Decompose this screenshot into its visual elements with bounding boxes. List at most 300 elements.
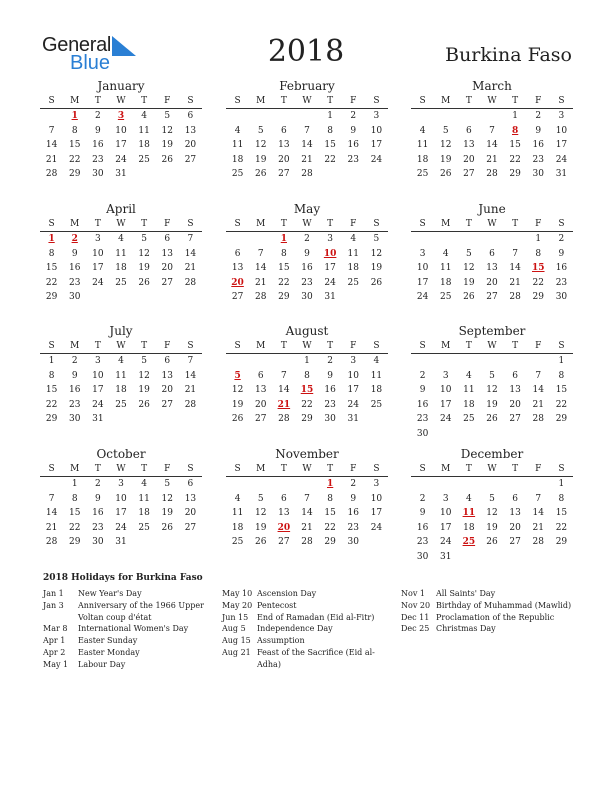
weekday-header xyxy=(226,339,388,354)
day: 11 xyxy=(370,370,383,381)
weekday-label: S xyxy=(234,219,241,229)
day: 31 xyxy=(115,169,127,179)
day: 5 xyxy=(164,111,171,121)
day: 25 xyxy=(138,522,150,533)
weekday-label: S xyxy=(48,341,55,351)
empty-day xyxy=(272,109,295,124)
holiday-name: Christmas Day xyxy=(436,624,496,634)
day: 7 xyxy=(187,356,194,366)
day: 6 xyxy=(257,370,264,381)
day: 31 xyxy=(324,292,336,302)
day: 6 xyxy=(164,356,171,366)
empty-day xyxy=(295,477,318,492)
day: 12 xyxy=(254,508,267,518)
day: 3 xyxy=(442,493,449,504)
holiday-entry xyxy=(43,647,208,659)
day: 31 xyxy=(347,414,359,424)
holidays-title: 2018 Holidays for Burkina Faso xyxy=(43,573,203,583)
day: 20 xyxy=(184,140,197,150)
day: 23 xyxy=(92,154,104,165)
holiday-day: 10 xyxy=(323,248,337,259)
month-february xyxy=(226,79,388,182)
holiday-day: 1 xyxy=(71,111,78,121)
weekday-label: F xyxy=(350,96,357,106)
day: 19 xyxy=(486,399,498,410)
holiday-name: Birthday of Muhammad (Mawlid) xyxy=(436,600,572,610)
day: 24 xyxy=(115,522,127,533)
day: 4 xyxy=(373,356,380,366)
empty-day xyxy=(226,477,249,492)
day: 28 xyxy=(532,537,544,547)
day: 13 xyxy=(278,140,290,150)
day: 1 xyxy=(558,356,565,366)
empty-day xyxy=(226,354,249,369)
holiday-name: Feast of the Sacrifice (Eid al-Adha) xyxy=(257,647,375,669)
weekday-label: S xyxy=(558,96,565,106)
weekday-header xyxy=(40,94,202,109)
day: 18 xyxy=(463,399,475,410)
day: 28 xyxy=(509,292,521,302)
holiday-day: 15 xyxy=(532,263,545,273)
day: 3 xyxy=(373,111,380,121)
weekday-header xyxy=(226,462,388,477)
day: 15 xyxy=(324,508,336,518)
weekday-label: T xyxy=(327,341,334,351)
weekday-label: F xyxy=(164,464,171,474)
day: 4 xyxy=(419,125,426,136)
day-grid xyxy=(40,109,202,182)
generalblue-logo xyxy=(42,34,152,74)
day: 23 xyxy=(301,277,313,288)
holiday-entry xyxy=(222,612,387,624)
weekday-label: W xyxy=(487,464,497,474)
day: 5 xyxy=(257,125,264,136)
holiday-date: Nov 20 xyxy=(401,600,431,610)
weekday-label: M xyxy=(70,96,80,106)
day: 27 xyxy=(463,169,475,179)
day: 29 xyxy=(555,537,568,547)
weekday-label: W xyxy=(302,96,312,106)
day: 1 xyxy=(558,479,565,489)
day: 17 xyxy=(555,140,568,150)
day: 10 xyxy=(115,493,127,504)
day: 11 xyxy=(115,248,127,259)
holiday-name: Anniversary of the 1966 Upper Voltan coup d'état xyxy=(78,600,204,622)
day: 13 xyxy=(509,385,521,395)
empty-day xyxy=(504,354,527,369)
day: 23 xyxy=(347,154,359,165)
day: 12 xyxy=(138,248,150,259)
day-grid xyxy=(40,354,202,427)
empty-day xyxy=(527,354,550,369)
weekday-label: F xyxy=(350,219,357,229)
weekday-header xyxy=(411,94,573,109)
day: 2 xyxy=(350,479,357,489)
day: 24 xyxy=(92,277,104,288)
weekday-label: F xyxy=(164,341,171,351)
day: 2 xyxy=(535,111,542,121)
day: 29 xyxy=(324,537,336,547)
day: 21 xyxy=(45,154,58,165)
day: 26 xyxy=(370,277,383,288)
empty-day xyxy=(272,354,295,369)
day: 15 xyxy=(68,508,81,518)
empty-day xyxy=(504,232,527,247)
day: 30 xyxy=(416,428,429,439)
day: 18 xyxy=(439,277,452,288)
day: 2 xyxy=(419,370,426,381)
day: 21 xyxy=(184,263,197,273)
day: 13 xyxy=(278,508,290,518)
day: 17 xyxy=(439,399,452,410)
day: 11 xyxy=(231,508,244,518)
weekday-label: M xyxy=(256,341,266,351)
weekday-label: S xyxy=(419,219,426,229)
day: 5 xyxy=(373,234,380,244)
day: 17 xyxy=(439,522,452,533)
day: 19 xyxy=(370,263,383,273)
day: 20 xyxy=(184,508,197,518)
day-grid xyxy=(226,109,388,182)
day: 15 xyxy=(278,263,290,273)
day: 4 xyxy=(141,479,147,489)
month-october xyxy=(40,447,202,550)
holiday-day: 1 xyxy=(280,234,287,244)
day: 10 xyxy=(92,248,104,259)
day: 14 xyxy=(301,508,313,518)
holiday-day: 8 xyxy=(512,125,519,136)
day: 6 xyxy=(187,479,194,489)
month-title: March xyxy=(472,79,512,93)
day: 6 xyxy=(234,248,241,259)
day: 30 xyxy=(92,169,104,179)
day: 24 xyxy=(347,399,359,410)
holiday-date: Dec 25 xyxy=(401,624,430,634)
holiday-name: Assumption xyxy=(257,636,305,646)
day: 20 xyxy=(254,399,267,410)
month-september xyxy=(411,324,573,441)
day: 17 xyxy=(92,263,104,273)
day: 7 xyxy=(187,234,194,244)
day: 15 xyxy=(509,140,521,150)
weekday-label: S xyxy=(558,464,565,474)
weekday-label: S xyxy=(373,341,380,351)
weekday-label: S xyxy=(419,464,426,474)
empty-day xyxy=(480,109,503,124)
day: 12 xyxy=(439,140,452,150)
day: 9 xyxy=(71,370,78,381)
day: 29 xyxy=(68,169,81,179)
weekday-label: W xyxy=(487,219,497,229)
day: 15 xyxy=(68,140,81,150)
weekday-label: T xyxy=(280,464,287,474)
holiday-entry xyxy=(401,612,576,624)
day: 17 xyxy=(347,385,359,395)
day: 4 xyxy=(465,370,472,381)
weekday-header xyxy=(226,94,388,109)
holiday-entry xyxy=(43,588,208,600)
month-title: October xyxy=(96,447,146,461)
month-april xyxy=(40,202,202,305)
day: 3 xyxy=(118,479,124,489)
day: 19 xyxy=(138,385,150,395)
day: 16 xyxy=(532,140,544,150)
month-title: May xyxy=(293,202,321,216)
holiday-name: End of Ramadan (Eid al-Fitr) xyxy=(257,612,375,622)
day: 20 xyxy=(509,522,521,533)
day: 19 xyxy=(138,263,150,273)
empty-day xyxy=(249,109,272,124)
weekday-label: S xyxy=(558,219,565,229)
day: 25 xyxy=(231,537,244,547)
month-november xyxy=(226,447,388,550)
day: 24 xyxy=(92,399,104,410)
weekday-label: F xyxy=(164,96,171,106)
day: 21 xyxy=(45,522,58,533)
year-title: 2018 xyxy=(267,34,345,69)
day: 5 xyxy=(164,479,171,489)
day: 13 xyxy=(509,508,521,518)
weekday-label: S xyxy=(187,464,194,474)
day: 16 xyxy=(92,140,104,150)
day-grid xyxy=(40,477,202,550)
day: 16 xyxy=(324,385,336,395)
weekday-header xyxy=(40,462,202,477)
day: 7 xyxy=(48,493,55,504)
weekday-label: T xyxy=(327,219,334,229)
day-grid xyxy=(411,354,573,441)
day: 27 xyxy=(161,399,173,410)
day: 14 xyxy=(532,508,544,518)
logo-text-blue: Blue xyxy=(70,52,111,74)
weekday-label: T xyxy=(94,464,101,474)
day: 25 xyxy=(115,399,127,410)
empty-day xyxy=(457,477,480,492)
holiday-entry xyxy=(222,623,387,635)
weekday-header xyxy=(40,339,202,354)
weekday-label: M xyxy=(441,341,451,351)
day: 12 xyxy=(161,493,173,504)
holiday-date: Aug 5 xyxy=(222,624,246,634)
day: 5 xyxy=(141,356,147,366)
empty-day xyxy=(457,109,480,124)
day: 11 xyxy=(439,263,452,273)
weekday-label: M xyxy=(441,219,451,229)
day: 18 xyxy=(231,522,244,533)
day: 13 xyxy=(161,248,173,259)
day: 21 xyxy=(532,522,544,533)
day: 21 xyxy=(184,385,197,395)
day: 9 xyxy=(535,125,542,136)
day: 8 xyxy=(304,370,310,381)
holiday-date: Jun 15 xyxy=(222,612,249,622)
day: 19 xyxy=(254,154,267,165)
day: 19 xyxy=(161,508,173,518)
day: 14 xyxy=(254,263,267,273)
day: 9 xyxy=(71,248,78,259)
day: 25 xyxy=(138,154,150,165)
day: 10 xyxy=(347,370,359,381)
day: 24 xyxy=(439,537,452,547)
month-title: January xyxy=(97,79,145,93)
day: 6 xyxy=(512,370,518,381)
day: 19 xyxy=(463,277,475,288)
weekday-label: S xyxy=(48,464,55,474)
weekday-label: S xyxy=(234,96,241,106)
logo-triangle-icon xyxy=(112,36,136,56)
day: 14 xyxy=(278,385,290,395)
day: 12 xyxy=(138,370,150,381)
day: 25 xyxy=(370,399,383,410)
holiday-name: Independence Day xyxy=(257,624,333,634)
day: 11 xyxy=(231,140,244,150)
day: 17 xyxy=(115,508,127,518)
day: 1 xyxy=(71,479,78,489)
empty-day xyxy=(457,354,480,369)
day: 29 xyxy=(278,292,290,302)
weekday-label: M xyxy=(256,464,266,474)
empty-day xyxy=(434,232,457,247)
weekday-label: W xyxy=(116,464,126,474)
day: 6 xyxy=(280,493,287,504)
day: 23 xyxy=(324,399,336,410)
holiday-day: 3 xyxy=(117,111,125,121)
day: 22 xyxy=(278,277,290,288)
weekday-label: T xyxy=(327,96,334,106)
day: 23 xyxy=(555,277,568,288)
day: 5 xyxy=(257,493,264,504)
holiday-column xyxy=(222,588,387,671)
day: 14 xyxy=(45,508,58,518)
weekday-label: F xyxy=(535,341,542,351)
day: 6 xyxy=(489,248,495,259)
empty-day xyxy=(249,232,272,247)
holiday-entry xyxy=(401,588,576,600)
day: 25 xyxy=(463,414,475,424)
month-title: April xyxy=(106,202,136,216)
day-grid xyxy=(411,477,573,564)
day: 9 xyxy=(350,493,357,504)
country-title: Burkina Faso xyxy=(445,44,572,66)
day: 7 xyxy=(304,493,310,504)
day: 16 xyxy=(347,140,359,150)
day: 14 xyxy=(509,263,521,273)
day: 30 xyxy=(347,537,359,547)
day: 3 xyxy=(327,234,333,244)
day: 12 xyxy=(231,385,244,395)
day: 9 xyxy=(419,385,426,395)
day: 31 xyxy=(555,169,568,179)
holiday-day: 20 xyxy=(231,277,244,288)
day: 18 xyxy=(115,385,127,395)
weekday-label: T xyxy=(280,219,287,229)
day: 22 xyxy=(68,522,81,533)
month-title: June xyxy=(478,202,506,216)
weekday-label: S xyxy=(419,96,426,106)
holiday-name: Pentecost xyxy=(257,600,297,610)
day: 8 xyxy=(558,493,565,504)
day: 2 xyxy=(71,356,78,366)
day: 6 xyxy=(280,125,287,136)
day: 21 xyxy=(509,277,521,288)
day: 8 xyxy=(327,125,333,136)
weekday-label: S xyxy=(187,219,194,229)
day-grid xyxy=(226,232,388,305)
day: 13 xyxy=(161,370,173,381)
day: 9 xyxy=(94,493,101,504)
weekday-label: T xyxy=(280,96,287,106)
month-january xyxy=(40,79,202,182)
day: 10 xyxy=(92,370,104,381)
day: 11 xyxy=(347,248,359,259)
day: 3 xyxy=(558,111,565,121)
weekday-label: T xyxy=(141,464,148,474)
empty-day xyxy=(40,477,63,492)
day: 3 xyxy=(373,479,380,489)
day: 17 xyxy=(115,140,127,150)
day: 20 xyxy=(161,385,173,395)
day: 22 xyxy=(324,522,336,533)
weekday-header xyxy=(411,339,573,354)
empty-day xyxy=(411,109,434,124)
weekday-label: T xyxy=(94,219,101,229)
day: 12 xyxy=(486,508,498,518)
holiday-day: 5 xyxy=(234,370,241,381)
day: 14 xyxy=(301,140,313,150)
day: 3 xyxy=(94,356,101,366)
day: 7 xyxy=(512,248,518,259)
weekday-label: F xyxy=(350,464,357,474)
day: 15 xyxy=(324,140,336,150)
day: 8 xyxy=(48,248,55,259)
day: 2 xyxy=(558,234,565,244)
day: 26 xyxy=(486,537,498,547)
day: 22 xyxy=(301,399,313,410)
weekday-label: W xyxy=(302,341,312,351)
day: 9 xyxy=(419,508,426,518)
day: 10 xyxy=(370,493,383,504)
day: 26 xyxy=(486,414,498,424)
day: 27 xyxy=(184,522,197,533)
day: 28 xyxy=(278,414,290,424)
day: 26 xyxy=(463,292,475,302)
holiday-column xyxy=(401,588,576,635)
day: 28 xyxy=(254,292,267,302)
empty-day xyxy=(411,232,434,247)
day: 16 xyxy=(301,263,313,273)
day: 15 xyxy=(45,263,58,273)
day: 2 xyxy=(94,111,101,121)
day: 27 xyxy=(509,414,521,424)
day: 23 xyxy=(532,154,544,165)
day: 23 xyxy=(68,399,81,410)
empty-day xyxy=(295,109,318,124)
day: 18 xyxy=(370,385,383,395)
empty-day xyxy=(40,109,63,124)
day: 28 xyxy=(45,537,58,547)
day: 17 xyxy=(370,140,383,150)
day: 8 xyxy=(327,493,333,504)
day: 19 xyxy=(254,522,267,533)
month-december xyxy=(411,447,573,564)
day: 20 xyxy=(509,399,521,410)
empty-day xyxy=(480,477,503,492)
holiday-day: 20 xyxy=(277,522,291,533)
holiday-day: 25 xyxy=(462,537,476,547)
weekday-label: T xyxy=(465,219,472,229)
day: 1 xyxy=(535,234,542,244)
day: 5 xyxy=(489,493,495,504)
